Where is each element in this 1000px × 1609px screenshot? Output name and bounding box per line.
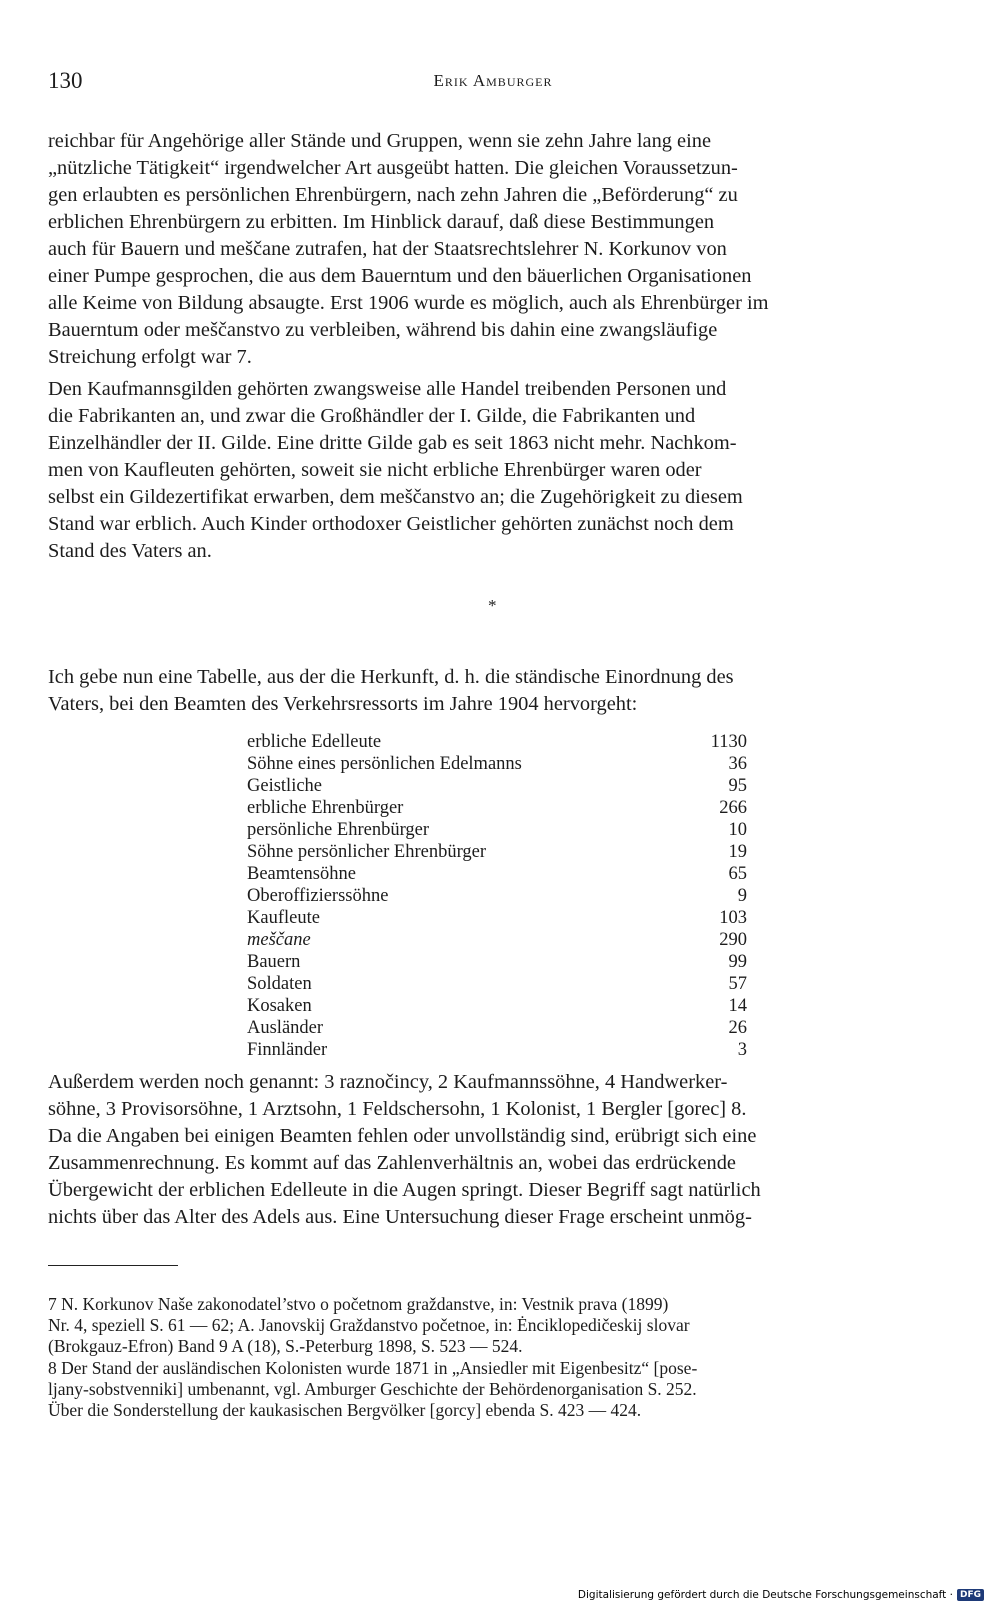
- table-row: [247, 863, 747, 885]
- footnote-divider: [48, 1265, 178, 1266]
- text-line: Zusammenrechnung. Es kommt auf das Zahlenverhältnis an, wobei das erdrückende: [48, 1152, 736, 1174]
- footnote-7: [48, 1294, 938, 1357]
- row-label: meščane: [247, 930, 311, 950]
- table-row: [247, 731, 747, 753]
- text-line: 8 Der Stand der ausländischen Kolonisten wurde 1871 in „Ansiedler mit Eigenbesitz“ [pose-: [48, 1358, 698, 1378]
- text-line: Stand des Vaters an.: [48, 540, 212, 562]
- text-line: alle Keime von Bildung absaugte. Erst 1906 wurde es möglich, auch als Ehrenbürger im: [48, 292, 769, 314]
- text-line: Vaters, bei den Beamten des Verkehrsressorts im Jahre 1904 hervorgeht:: [48, 693, 638, 715]
- row-value: 36: [728, 754, 747, 774]
- section-separator: *: [488, 596, 497, 615]
- digitization-footer: [578, 1589, 984, 1601]
- row-value: 99: [728, 952, 747, 972]
- footer-text: Digitalisierung gefördert durch die Deutsche Forschungsgemeinschaft ·: [577, 1589, 953, 1601]
- text-line: Einzelhändler der II. Gilde. Eine dritte Gilde gab es seit 1863 nicht mehr. Nachkom-: [48, 432, 737, 454]
- footnote-8: [48, 1358, 938, 1421]
- text-line: Stand war erblich. Auch Kinder orthodoxer Geistlicher gehörten zunächst noch dem: [48, 513, 734, 535]
- row-value: 14: [728, 996, 747, 1016]
- row-value: 26: [728, 1018, 747, 1038]
- page-header: [48, 68, 938, 98]
- row-value: 3: [737, 1040, 747, 1060]
- text-line: Außerdem werden noch genannt: 3 raznočincy, 2 Kaufmannssöhne, 4 Handwerker-: [48, 1071, 728, 1093]
- table-row: [247, 885, 747, 907]
- origin-table: [247, 731, 747, 1061]
- text-line: (Brokgauz-Efron) Band 9 A (18), S.-Peterburg 1898, S. 523 — 524.: [48, 1336, 523, 1356]
- table-row: [247, 995, 747, 1017]
- dfg-logo-icon: DFG: [957, 1589, 984, 1601]
- row-label: Soldaten: [247, 974, 312, 994]
- paragraph-3: [48, 664, 943, 718]
- row-label: Oberoffizierssöhne: [247, 886, 389, 906]
- row-label: Geistliche: [247, 776, 323, 796]
- text-line: 7 N. Korkunov Naše zakonodatel’stvo o početnom graždanstve, in: Vestnik prava (1899): [48, 1294, 669, 1314]
- table-row: [247, 753, 747, 775]
- text-line: Streichung erfolgt war 7.: [48, 346, 252, 368]
- row-label: Finnländer: [247, 1040, 328, 1060]
- row-value: 10: [728, 820, 747, 840]
- row-value: 9: [737, 886, 747, 906]
- table-row: [247, 951, 747, 973]
- text-line: selbst ein Gildezertifikat erwarben, dem meščanstvo an; die Zugehörigkeit zu diesem: [48, 486, 743, 508]
- text-line: auch für Bauern und meščane zutrafen, hat der Staatsrechtslehrer N. Korkunov von: [48, 238, 727, 260]
- row-value: 266: [719, 798, 747, 818]
- text-line: Über die Sonderstellung der kaukasischen Bergvölker [gorcy] ebenda S. 423 — 424.: [48, 1400, 642, 1420]
- table-row: [247, 973, 747, 995]
- text-line: men von Kaufleuten gehörten, soweit sie nicht erbliche Ehrenbürger waren oder: [48, 459, 702, 481]
- text-line: Den Kaufmannsgilden gehörten zwangsweise alle Handel treibenden Personen und: [48, 378, 727, 400]
- paragraph-2: [48, 376, 943, 565]
- page-number: 130: [48, 68, 83, 93]
- table-row: [247, 775, 747, 797]
- row-value: 57: [728, 974, 747, 994]
- text-line: nichts über das Alter des Adels aus. Eine Untersuchung dieser Frage erscheint unmög-: [48, 1206, 752, 1228]
- text-line: Bauerntum oder meščanstvo zu verbleiben, während bis dahin eine zwangsläufige: [48, 319, 718, 341]
- table-row: [247, 907, 747, 929]
- text-line: reichbar für Angehörige aller Stände und Gruppen, wenn sie zehn Jahre lang eine: [48, 130, 712, 152]
- text-line: söhne, 3 Provisorsöhne, 1 Arztsohn, 1 Feldschersohn, 1 Kolonist, 1 Bergler [gorec] 8.: [48, 1098, 747, 1120]
- text-line: einer Pumpe gesprochen, die aus dem Bauerntum und den bäuerlichen Organisationen: [48, 265, 752, 287]
- table-row: [247, 819, 747, 841]
- row-label: Beamtensöhne: [247, 864, 356, 884]
- row-value: 95: [728, 776, 747, 796]
- row-label: erbliche Ehrenbürger: [247, 798, 404, 818]
- table-row: [247, 929, 747, 951]
- row-label: Kosaken: [247, 996, 312, 1016]
- row-label: Söhne persönlicher Ehrenbürger: [247, 842, 487, 862]
- row-label: Bauern: [247, 952, 301, 972]
- text-line: Da die Angaben bei einigen Beamten fehlen oder unvollständig sind, erübrigt sich eine: [48, 1125, 757, 1147]
- row-label: Kaufleute: [247, 908, 320, 928]
- row-value: 290: [719, 930, 747, 950]
- row-label: persönliche Ehrenbürger: [247, 820, 430, 840]
- text-line: Ich gebe nun eine Tabelle, aus der die Herkunft, d. h. die ständische Einordnung des: [48, 666, 734, 688]
- table-row: [247, 1039, 747, 1061]
- text-line: Nr. 4, speziell S. 61 — 62; A. Janovskij Graždanstvo početnoe, in: Ėnciklopedičeskij slovar: [48, 1315, 690, 1335]
- row-label: Ausländer: [247, 1018, 324, 1038]
- text-line: ljany-sobstvenniki] umbenannt, vgl. Amburger Geschichte der Behördenorganisation S. 252.: [48, 1379, 697, 1399]
- text-line: erblichen Ehrenbürgern zu erbitten. Im Hinblick darauf, daß diese Bestimmungen: [48, 211, 715, 233]
- running-head: Erik Amburger: [433, 71, 553, 90]
- row-value: 65: [728, 864, 747, 884]
- paragraph-1: [48, 128, 943, 371]
- paragraph-4: [48, 1069, 943, 1231]
- text-line: gen erlaubten es persönlichen Ehrenbürgern, nach zehn Jahren die „Beförderung“ zu: [48, 184, 738, 206]
- table-row: [247, 841, 747, 863]
- text-line: „nützliche Tätigkeit“ irgendwelcher Art ausgeübt hatten. Die gleichen Voraussetzun-: [48, 157, 738, 179]
- row-label: erbliche Edelleute: [247, 732, 382, 752]
- row-value: 1130: [710, 732, 747, 752]
- table-row: [247, 1017, 747, 1039]
- row-label: Söhne eines persönlichen Edelmanns: [247, 754, 522, 774]
- text-line: die Fabrikanten an, und zwar die Großhändler der I. Gilde, die Fabrikanten und: [48, 405, 696, 427]
- text-line: Übergewicht der erblichen Edelleute in die Augen springt. Dieser Begriff sagt natürlich: [48, 1179, 761, 1201]
- table-row: [247, 797, 747, 819]
- row-value: 103: [719, 908, 747, 928]
- row-value: 19: [728, 842, 747, 862]
